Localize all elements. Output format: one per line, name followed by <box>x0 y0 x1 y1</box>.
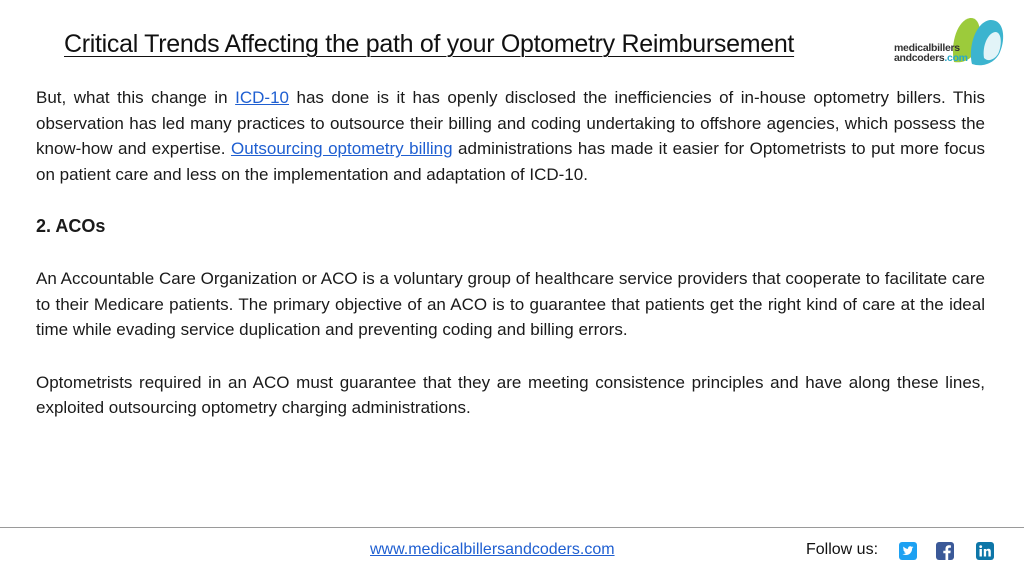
paragraph-aco: An Accountable Care Organization or ACO is a voluntary group of healthcare service providers that cooperate to facilitate care to their Medicare patients. The primary objective of an ACO is to guarantee that patients get the right kind of care at the ideal time while evading service duplication and preventing coding and billing errors. <box>36 268 985 340</box>
company-logo[interactable] <box>894 12 1014 72</box>
twitter-icon[interactable] <box>899 542 917 560</box>
linkedin-icon[interactable] <box>976 542 994 560</box>
facebook-icon[interactable] <box>936 542 954 560</box>
paragraph-intro: But, what this change in ICD-10 has done is it has openly disclosed the inefficiencies of in-house optometry billers. This observation has led many practices to outsource their billing and coding undertaking to offshore agencies, which possess the know-how and expertise. Outsourcing optometry billing administrations has made it easier for Optometrists to put more focus on patient care and less on the implementation and adaptation of ICD-10. <box>36 88 985 184</box>
footer-divider <box>0 527 1024 528</box>
logo-text: medicalbillers andcoders.com <box>894 42 968 64</box>
main-content <box>36 85 985 421</box>
paragraph-optometrists: Optometrists required in an ACO must guarantee that they are meeting consistence principles and have along these lines, exploited outsourcing optometry charging administrations. <box>36 372 985 418</box>
website-link[interactable]: www.medicalbillersandcoders.com <box>370 541 615 558</box>
follow-us-label: Follow us: <box>806 541 879 558</box>
page-title: Critical Trends Affecting the path of your Optometry Reimbursement <box>64 30 795 58</box>
section-heading-acos: 2. ACOs <box>36 216 106 237</box>
outsourcing-billing-link[interactable]: Outsourcing optometry billing <box>230 139 453 159</box>
icd10-link[interactable]: ICD-10 <box>235 88 289 107</box>
